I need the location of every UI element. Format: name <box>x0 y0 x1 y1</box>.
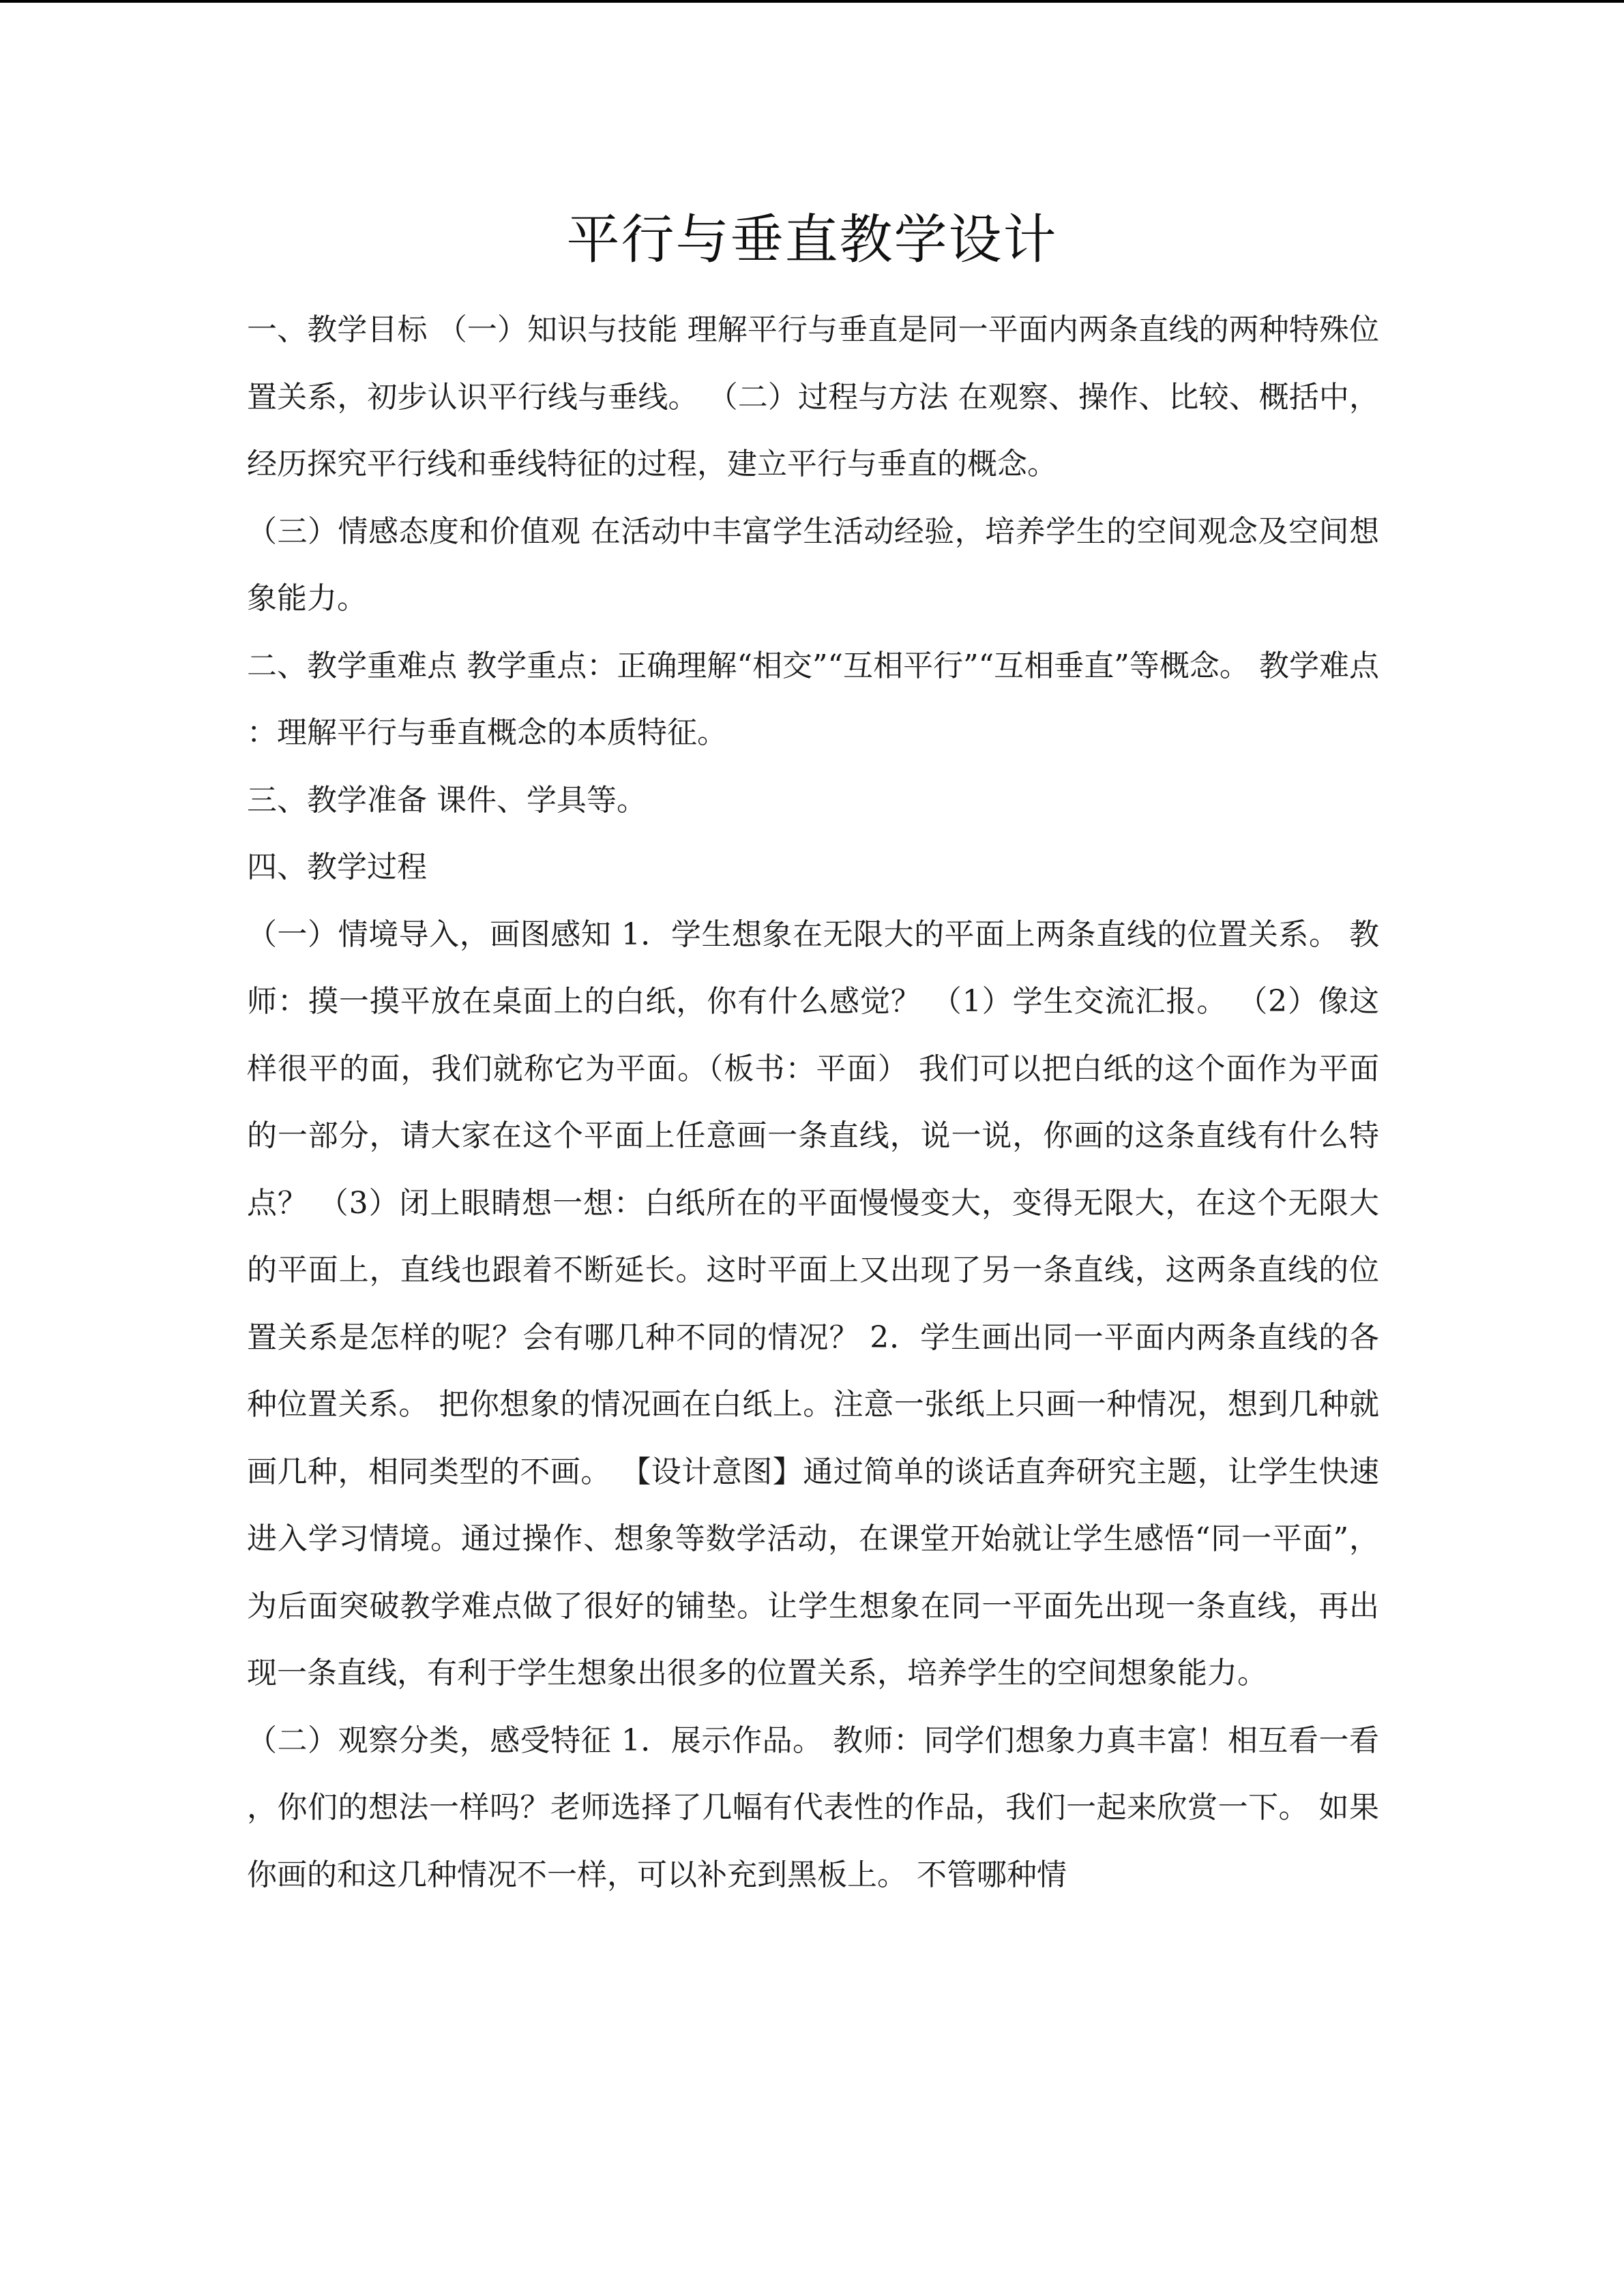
paragraph-teaching-preparation: 三、教学准备 课件、学具等。 <box>247 782 647 818</box>
paragraph-situation-introduction: （一）情境导入，画图感知 1．学生想象在无限大的平面上两条直线的位置关系。 教师：摸一摸平放在桌面上的白纸，你有什么感觉？ （1）学生交流汇报。 （2）像这样很平的面，我们就称它为平面。（板书：平面） 我们可以把白纸的这个面作为平面的一部分，请大家在这个平面上任意画一条直线，说一说，你画的这条直线有什么特点？ （3）闭上眼睛想一想：白纸所在的平面慢慢变大，变得无限大，在这个无限大的平面上，直线也跟着不断延长。这时平面上又出现了另一条直线，这两条直线的位置关系是怎样的呢？会有哪几种不同的情况？ 2．学生画出同一平面内两条直线的各种位置关系。 把你想象的情况画在白纸上。注意一张纸上只画一种情况，想到几种就画几种，相同类型的不画。 【设计意图】通过简单的谈话直奔研究主题，让学生快速进入学习情境。通过操作、想象等数学活动，在课堂开始就让学生感悟“同一平面”，为后面突破教学难点做了很好的铺垫。让学生想象在同一平面先出现一条直线，再出现一条直线，有利于学生想象出很多的位置关系，培养学生的空间想象能力。 <box>247 916 1379 1690</box>
paragraph-key-difficulties: 二、教学重难点 教学重点：正确理解“相交”“互相平行”“互相垂直”等概念。 教学难点：理解平行与垂直概念的本质特征。 <box>247 648 1379 750</box>
top-border-line <box>0 0 1624 3</box>
paragraph-teaching-process-heading: 四、教学过程 <box>247 850 427 884</box>
page-title: 平行与垂直教学设计 <box>566 209 1058 271</box>
document-body <box>247 297 1379 1909</box>
paragraph-observation-classification: （二）观察分类，感受特征 1．展示作品。 教师：同学们想象力真丰富！相互看一看，你们的想法一样吗？老师选择了几幅有代表性的作品，我们一起来欣赏一下。 如果你画的和这几种情况不一样，可以补充到黑板上。 不管哪种情 <box>247 1723 1379 1892</box>
paragraph-teaching-goals: 一、教学目标 （一）知识与技能 理解平行与垂直是同一平面内两条直线的两种特殊位置关系，初步认识平行线与垂线。 （二）过程与方法 在观察、操作、比较、概括中，经历探究平行线和垂线特征的过程，建立平行与垂直的概念。 <box>247 312 1379 481</box>
paragraph-emotional-goals: （三）情感态度和价值观 在活动中丰富学生活动经验，培养学生的空间观念及空间想象能力。 <box>247 513 1379 616</box>
